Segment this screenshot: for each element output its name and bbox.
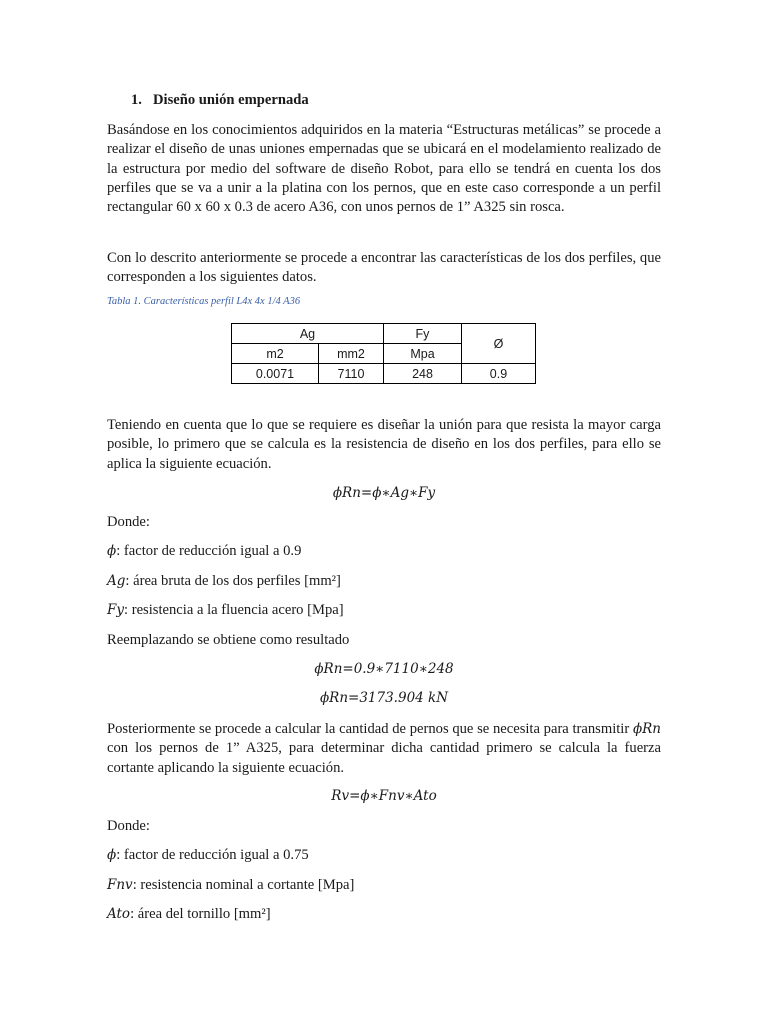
cell-phi: 0.9 bbox=[462, 364, 536, 384]
term-ato: Ato: área del tornillo [mm²] bbox=[107, 906, 271, 922]
term-fnv: Fnv: resistencia nominal a cortante [Mpa] bbox=[107, 877, 355, 893]
section-heading bbox=[131, 92, 309, 109]
equation-substituted: ϕRn=0.9∗7110∗248 bbox=[314, 661, 454, 677]
header-m2: m2 bbox=[232, 344, 319, 364]
section-title: Diseño unión empernada bbox=[153, 92, 309, 108]
equation-shear: Rv=ϕ∗Fnv∗Ato bbox=[331, 788, 437, 804]
section-number: 1. bbox=[131, 92, 142, 108]
equation-design-strength: ϕRn=ϕ∗Ag∗Fy bbox=[332, 485, 436, 501]
table-row bbox=[232, 324, 536, 344]
header-mm2: mm2 bbox=[319, 344, 384, 364]
profiles-paragraph: Con lo descrito anteriormente se procede a encontrar las características de los dos perfiles, que corresponden a los siguientes datos. bbox=[107, 250, 661, 286]
header-mpa: Mpa bbox=[384, 344, 462, 364]
design-paragraph: Teniendo en cuenta que lo que se requiere es diseñar la unión para que resista la mayor carga posible, lo primero que se calcula es la resistencia de diseño en los dos perfiles, para ello se aplica la siguiente ecuación. bbox=[107, 417, 661, 472]
profile-properties-table bbox=[231, 323, 536, 384]
term-ag: Ag: área bruta de los dos perfiles [mm²] bbox=[107, 573, 341, 589]
cell-mpa: 248 bbox=[384, 364, 462, 384]
donde-label-2: Donde: bbox=[107, 818, 150, 834]
term-phi: ϕ: factor de reducción igual a 0.9 bbox=[107, 543, 302, 559]
donde-label: Donde: bbox=[107, 514, 150, 530]
term-fy: Fy: resistencia a la fluencia acero [Mpa] bbox=[107, 602, 344, 618]
header-phi: Ø bbox=[462, 324, 536, 364]
intro-paragraph: Basándose en los conocimientos adquiridos en la materia “Estructuras metálicas” se procede a realizar el diseño de unas uniones empernadas que se ubicará en el modelamiento realizado de la estructura por medio del software de diseño Robot, para ello se tendrá en cuenta los dos perfiles que se va a unir a la platina con los pernos, que en este caso corresponde a un perfil rectangular 60 x 60 x 0.3 de acero A36, con unos pernos de 1” A325 sin rosca. bbox=[107, 122, 661, 216]
cell-mm2: 7110 bbox=[319, 364, 384, 384]
bolts-paragraph: Posteriormente se procede a calcular la cantidad de pernos que se necesita para transmitir ϕRn con los pernos de 1” A325, para determinar dicha cantidad primero se calcula la fuerza cortante aplicando la siguiente ecuación. bbox=[107, 721, 661, 776]
equation-result: ϕRn=3173.904 kN bbox=[319, 690, 449, 706]
header-ag: Ag bbox=[232, 324, 384, 344]
reemplazando-text: Reemplazando se obtiene como resultado bbox=[107, 632, 350, 648]
header-fy: Fy bbox=[384, 324, 462, 344]
table-row bbox=[232, 364, 536, 384]
term-phi-2: ϕ: factor de reducción igual a 0.75 bbox=[107, 847, 309, 863]
table-caption: Tabla 1. Características perfil L4x 4x 1/4 A36 bbox=[107, 296, 301, 307]
cell-m2: 0.0071 bbox=[232, 364, 319, 384]
